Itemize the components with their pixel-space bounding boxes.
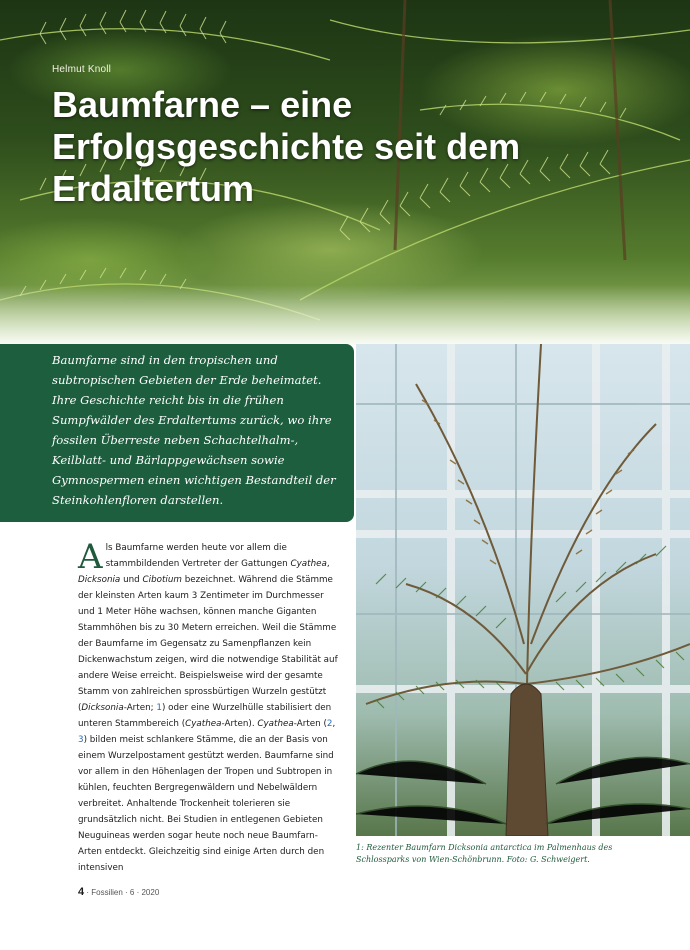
body-text-segment: -Arten ( [293, 719, 327, 729]
body-text-segment: bezeichnet. Während die Stämme der kleinsten Arten kaum 3 Zentimeter im Durchmesser und 1 Meter Höhe wachsen, können manche Giganten Stammhöhen bis zu 30 Metern erreichen. Weil die Stämme der Baumfarne im Gegensatz zu Samenpflanzen kein Dickenwachstum zeigen, wird die notwendige Stabilität auf andere Weise erreicht. Beispielsweise wird der gesamte Stamm von zahlreichen sprossbürtigen Wurzeln gestützt ( [78, 575, 338, 713]
genus-name: Cyathea [257, 719, 294, 729]
figure-reference-link[interactable]: 1 [156, 703, 162, 713]
intro-box [0, 344, 354, 522]
figure-reference-link[interactable]: 2 [326, 719, 333, 729]
body-text-segment: , [332, 719, 336, 729]
body-text-segment: ls Baumfarne werden heute vor allem die stammbildenden Vertreter der Gattungen [105, 543, 291, 569]
hero-bottom-fade [0, 285, 690, 345]
genus-name: Cyathea [290, 559, 327, 569]
page-footer [78, 886, 159, 898]
tree-fern-illustration [356, 344, 690, 836]
genus-name: Dicksonia [81, 703, 124, 713]
body-text-segment: und [120, 575, 143, 585]
body-paragraph [78, 537, 338, 876]
author-name: Helmut Knoll [52, 64, 112, 75]
journal-info: · Fossilien · 6 · 2020 [84, 888, 160, 897]
hero-fern-photo [0, 0, 690, 345]
genus-name: Cyathea [185, 719, 222, 729]
figure-reference-link[interactable]: 3 [78, 735, 84, 745]
body-text-segment: ) bilden meist schlankere Stämme, die an der Basis von einem Wurzelpostament gestützt werden. Baumfarne sind vor allem in den Höhenlagen der Tropen und Subtropen in kühlen, feuchten Bergregenwäldern und Nebelwäldern verbreitet. Anhaltende Trockenheit tolerieren sie grundsätzlich nicht. Bei Studien in entlegenen Gebieten Neuguineas werden sogar heute noch neue Baumfarn-Arten entdeckt. Gleichzeitig sind einige Arten durch den intensiven [78, 735, 334, 873]
body-text-segment: , [326, 559, 330, 569]
photo-caption: 1: Rezenter Baumfarn Dicksonia antarctica im Palmenhaus des Schlossparks von Wien-Schönbrunn. Foto: G. Schweigert. [356, 843, 613, 864]
body-text-segment: -Arten; [123, 703, 157, 713]
body-text-segment: -Arten). [221, 719, 258, 729]
drop-cap: A [78, 537, 103, 577]
genus-name: Dicksonia [78, 575, 121, 585]
page-number: 4 [78, 886, 85, 898]
intro-text: Baumfarne sind in den tropischen und subtropischen Gebieten der Erde beheimatet. Ihre Geschichte reicht bis in die frühen Sumpfwälder des Erdaltertums zurück, wo ihre fossilen Überreste neben Schachtelhalm-, Keilblatt- und Bärlappgewächsen sowie Gymnospermen einen wichtigen Bestandteil der Steinkohlenfloren darstellen. [52, 353, 336, 507]
genus-name: Cibotium [142, 575, 182, 585]
tree-fern-photo [356, 344, 690, 836]
article-title: Baumfarne – eine Erfolgsgeschichte seit dem Erdaltertum [52, 84, 521, 209]
body-text-segment: ) oder eine Wurzelhülle stabilisiert den unteren Stammbereich ( [78, 703, 332, 729]
